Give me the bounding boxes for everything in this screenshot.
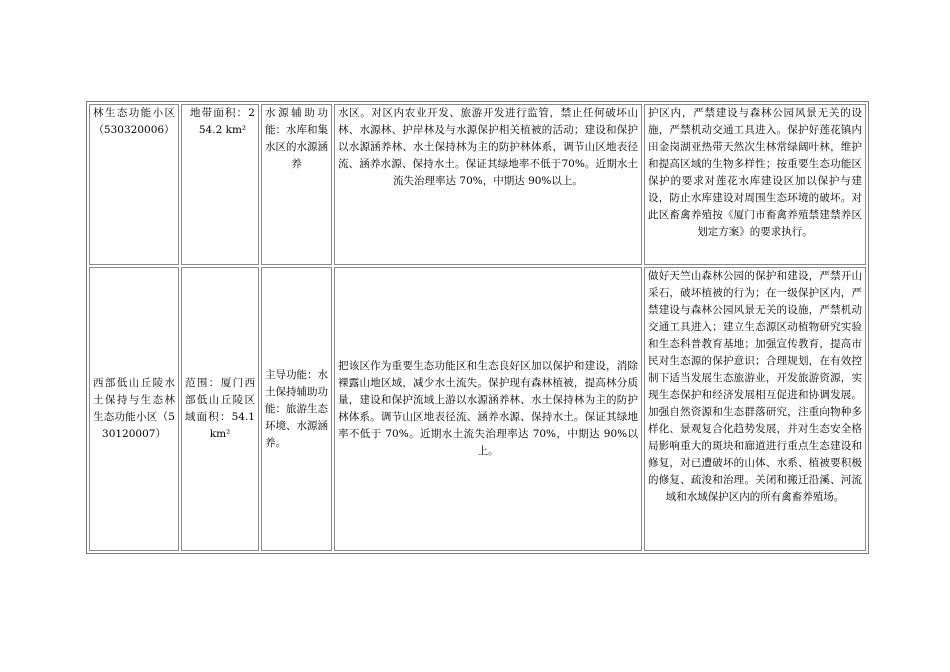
- zone-name: 林生态功能小区（530320006）: [93, 107, 175, 136]
- zone-measures-cell: [334, 267, 642, 551]
- zone-name-cell: [89, 104, 179, 265]
- zone-function: 水源辅助功能：水库和集水区的水源涵养: [265, 107, 328, 170]
- zone-function-cell: [261, 104, 332, 265]
- zone-name: 西部低山丘陵水土保持与生态林生态功能小区（530120007）: [93, 377, 175, 440]
- zone-protection: 护区内，严禁建设与森林公园风景无关的设施，严禁机动交通工具进入。保护好莲花镇内田金岗湖亚热带天然次生林常绿阔叶林，维护和提高区域的生物多样性；按重要生态功能区保护的要求对莲花水库建设区加以保护与建设，防止水库建设对周围生态环境的破坏。对此区畜禽养殖按《厦门市畜禽养殖禁建禁养区划定方案》的要求执行。: [648, 107, 862, 238]
- zone-protection-cell: [644, 267, 866, 551]
- zone-area-cell: [181, 104, 259, 265]
- zone-function-cell: [261, 267, 332, 551]
- zone-measures: 把该区作为重要生态功能区和生态良好区加以保护和建设，消除裸露山地区域，减少水土流失。保护现有森林植被，提高林分质量，建设和保护流域上游以水源涵养林、水土保持林为主的防护林体系。调节山区地表径流、涵养水源、保持水土。保证其绿地率不低于 70%。近期水土流失治理率达 70%，中期达 90%以上。: [338, 360, 638, 457]
- zone-protection-cell: [644, 104, 866, 265]
- zone-area: 地带面积：254.2 km²: [190, 107, 255, 136]
- zone-area-cell: [181, 267, 259, 551]
- table-row: [89, 104, 866, 265]
- zone-function: 主导功能：水土保持辅助功能：旅游生态环境、水源涵养。: [265, 368, 328, 449]
- ecological-zone-table: [86, 101, 869, 554]
- zone-measures-cell: [334, 104, 642, 265]
- zone-protection: 做好天竺山森林公园的保护和建设，严禁开山采石，破坏植被的行为；在一级保护区内，严禁建设与森林公园风景无关的设施，严禁机动交通工具进入；建立生态源区动植物研究实验和生态科普教育基地；加强宣传教育，提高市民对生态源的保护意识；合理规划，在有效控制下适当发展生态旅游业，开发旅游资源，实现生态保护和经济发展相互促进和协调发展。加强自然资源和生态群落研究，注重向物种多样化、景观复合化趋势发展，并对生态安全格局影响重大的斑块和廊道进行重点生态建设和修复，对已遭破坏的山体、水系、植被要积极的修复、疏浚和治理。关闭和搬迁沿溪、河流域和水域保护区内的所有禽畜养殖场。: [648, 270, 862, 503]
- zone-name-cell: [89, 267, 179, 551]
- table-row: [89, 267, 866, 551]
- zone-area: 范围：厦门西部低山丘陵区域面积：54.1km²: [185, 377, 255, 440]
- zone-measures: 水区。对区内农业开发、旅游开发进行监管，禁止任何破坏山林、水源林、护岸林及与水源保护相关植被的活动；建设和保护以水源涵养林、水土保持林为主的防护林体系，调节山区地表径流、涵养水源、保持水土。保证其绿地率不低于70%。近期水土流失治理率达 70%，中期达 90%以上。: [338, 107, 638, 187]
